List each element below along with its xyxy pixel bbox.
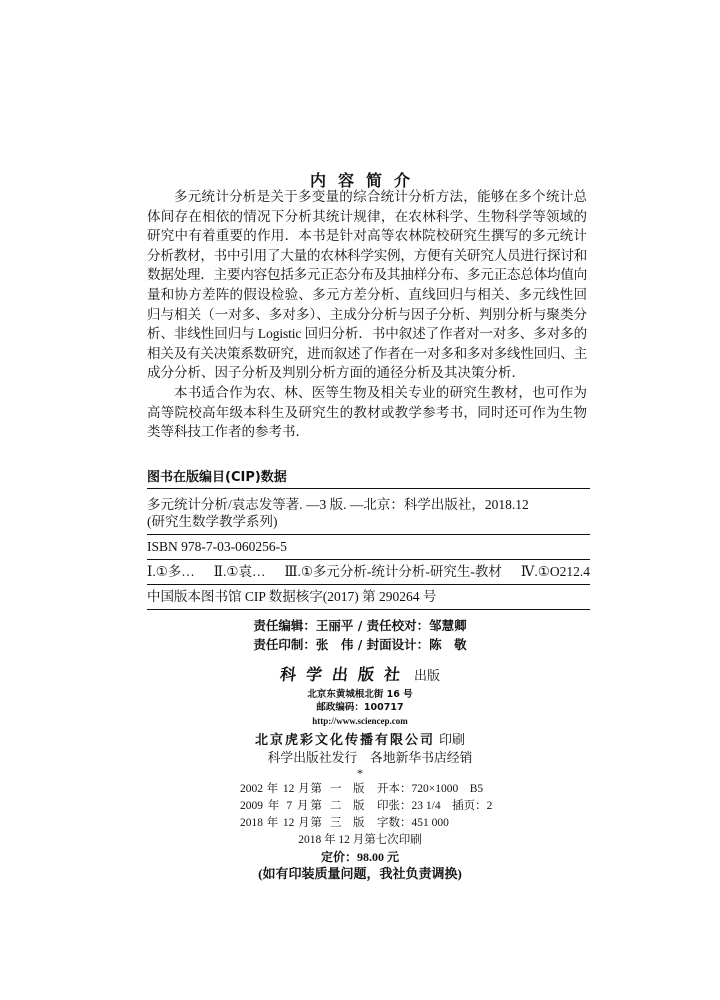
quality-notice: (如有印装质量问题，我社负责调换): [258, 866, 462, 881]
intro-line: 成分分析、因子分析及判别分析方面的通径分析及其决策分析．: [147, 365, 525, 381]
cip-series-line: (研究生数学教学系列): [147, 513, 278, 529]
cip-heading: 图书在版编目(CIP)数据: [147, 468, 590, 489]
intro-body: [147, 187, 587, 442]
cip-bibliographic-row: [147, 489, 590, 535]
price: 定价：98.00 元: [320, 850, 399, 864]
credit-line-production: 责任印制：张 伟 / 封面设计：陈 敬: [253, 637, 467, 652]
cip-class-item: Ⅰ.①多…: [147, 564, 195, 579]
intro-line: 类等科技工作者的参考书．: [147, 424, 309, 440]
publisher-address: 北京东黄城根北街 16 号: [307, 689, 413, 700]
cip-bibliographic-line: 多元统计分析/袁志发等著. —3 版. —北京：科学出版社，2018.12: [147, 497, 529, 512]
intro-line: 相关及有关决策系数研究，进而叙述了作者在一对多和多对多线性回归、主: [147, 345, 587, 361]
edition-date: 2018 年 12 月第: [240, 817, 322, 829]
credit-line-editors: 责任编辑：王丽平 / 责任校对：邹慧卿: [253, 618, 467, 633]
cip-class-item: Ⅲ.①多元分析-统计分析-研究生-教材: [284, 564, 502, 579]
edition-date: 2009 年 7 月第: [240, 800, 322, 812]
edition-spec: 字数：451 000: [377, 817, 449, 829]
publisher-logo: 科学出版社: [279, 665, 412, 684]
publisher-url: http://www.sciencep.com: [312, 716, 408, 726]
publisher-line: [0, 664, 720, 686]
intro-line: 数据处理．主要内容包括多元正态分布及其抽样分布、多元正态总体均值向: [147, 267, 587, 283]
cip-class-item: Ⅳ.①O212.4: [520, 564, 590, 579]
intro-line: 析、非线性回归与 Logistic 回归分析．书中叙述了作者对一对多、多对多的: [147, 326, 587, 342]
edition-number: 三 版: [330, 817, 365, 829]
credits-block: [0, 616, 720, 654]
edition-spec: 印张：23 1/4 插页：2: [377, 800, 493, 812]
intro-line: 量和协方差阵的假设检验、多元方差分析、直线回归与相关、多元线性回: [147, 286, 587, 302]
intro-line: 归与相关（一对多、多对多）、主成分分析与因子分析、判别分析与聚类分: [147, 306, 587, 322]
print-label: 印刷: [439, 732, 466, 747]
publisher-postcode: 邮政编码：100717: [316, 702, 404, 713]
intro-line: 研究中有着重要的作用．本书是针对高等农林院校研究生撰写的多元统计: [147, 228, 587, 244]
cip-number: 中国版本图书馆 CIP 数据核字(2017) 第 290264 号: [147, 585, 590, 610]
intro-line: 高等院校高年级本科生及研究生的教材或教学参考书，同时还可作为生物: [147, 404, 587, 420]
edition-number: 一 版: [330, 783, 365, 795]
edition-spec: 开本：720×1000 B5: [377, 783, 484, 795]
distribution-line: 科学出版社发行 各地新华书店经销: [267, 751, 473, 765]
printer-line: [0, 731, 720, 749]
printer-name: 北京虎彩文化传播有限公司: [254, 733, 435, 748]
edition-date: 2002 年 12 月第: [240, 783, 322, 795]
intro-line: 多元统计分析是关于多变量的综合统计分析方法，能够在多个统计总: [174, 189, 587, 204]
printing-line: 2018 年 12 月第七次印刷: [298, 834, 422, 846]
edition-number: 二 版: [330, 800, 365, 812]
edition-row: [240, 815, 540, 832]
edition-row: [240, 798, 540, 815]
intro-line: 分析教材，书中引用了大量的农林科学实例，方便有关研究人员进行探讨和: [147, 247, 587, 263]
publish-label: 出版: [414, 668, 441, 683]
cip-isbn: ISBN 978-7-03-060256-5: [147, 535, 590, 560]
cip-block: [147, 468, 590, 610]
intro-title: 内容简介: [309, 171, 422, 190]
intro-line: 体间存在相依的情况下分析其统计规律，在农林科学、生物科学等领域的: [147, 208, 587, 224]
intro-line: 本书适合作为农、林、医等生物及相关专业的研究生教材，也可作为: [174, 384, 587, 400]
separator-star: *: [357, 766, 363, 780]
cip-classification-row: [147, 560, 590, 585]
edition-row: [240, 781, 540, 798]
edition-table: [240, 781, 540, 832]
cip-class-item: Ⅱ.①袁…: [213, 564, 266, 579]
